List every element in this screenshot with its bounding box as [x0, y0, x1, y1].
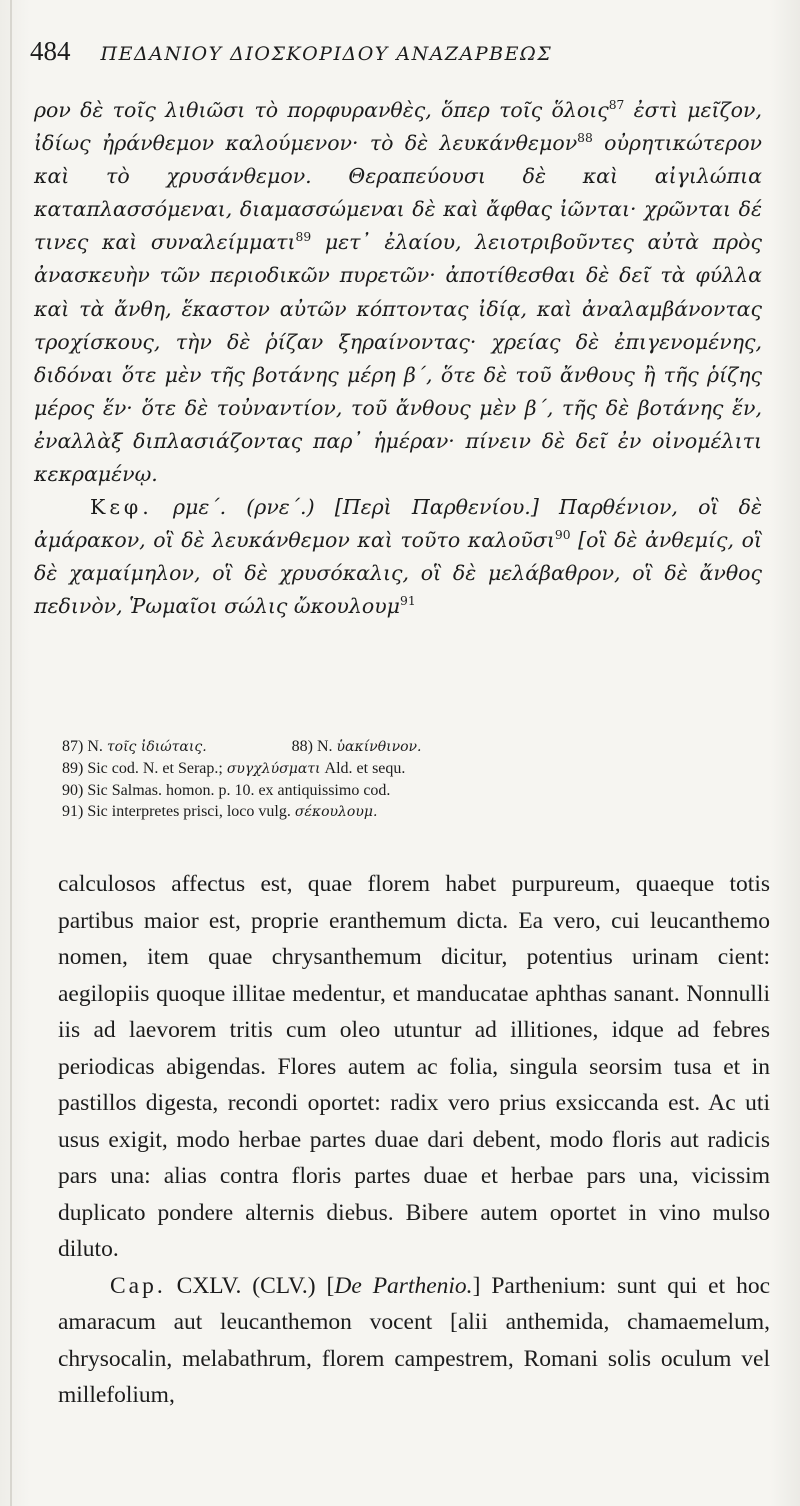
footnote-greek: τοῖς ἰδιώταις.	[106, 739, 207, 755]
footnote-number: 91)	[62, 803, 84, 820]
greek-paragraph-1	[34, 94, 762, 491]
latin-paragraph-1: calculosos affectus est, quae florem habet purpureum, quaeque totis partibus maior est, proprie eranthemum dicta. Ea vero, cui leucanthemo nomen, item quae chrysanthemum dicitur, potentius urinam cient: aegilopiis quoque illitae medentur, et manducatae aphthas sanant. Nonnulli iis ad laevorem tritis cum oleo utuntur ad illitiones, idque ad febres periodicas abigendas. Flores autem ac folia, singula seorsim tusa et in pastillos digesta, recondi oportet: radix vero prius exsiccanda est. Ac uti usus exigit, modo herbae partes duae dari debent, modo floris aut radicis pars una: alias contra floris partes duae et herbae pars una, vicissim duplicato pondere alternis diebus. Bibere autem oportet in vino mulso diluto.	[58, 871, 770, 1262]
greek-text-run: [οἳ δὲ ἀνθεμίς, οἳ δὲ χαμαίμηλον, οἳ δὲ χρυσόκαλις, οἳ δὲ μελάβαθρον, οἳ δὲ ἄνθος πεδινὸν, Ῥωμαῖοι σώλις ὤκουλουμ	[34, 528, 762, 619]
page-gutter	[10, 0, 12, 1506]
chapter-label: Cap.	[110, 1272, 166, 1299]
footnote-text: Sic interpretes prisci, loco vulg.	[83, 803, 295, 820]
footnote-text: Sic cod. N. et Serap.;	[83, 760, 227, 777]
footnote-row	[62, 736, 762, 758]
greek-text-run: ἐστὶ μεῖζον, ἰδίως ἠράνθεμον καλούμενον· τὸ δὲ λευκάνθεμον	[34, 98, 762, 156]
footnote-ref-87: 87	[608, 98, 625, 113]
footnote-text: Ald. et sequ.	[320, 760, 406, 777]
latin-text-run: ] Parthenium: sunt qui et hoc amaracum aut leucanthemon vocent [alii anthemida, chamaemelum, chrysocalin, melabathrum, florem campestrem, Romani solis oculum vel millefolium,	[58, 1272, 771, 1408]
footnote-number: 87)	[62, 738, 84, 755]
latin-text-run: CXLV. (CLV.) [	[165, 1272, 335, 1299]
footnote-spacer	[207, 736, 292, 758]
greek-text-run: οὐρητικώτερον καὶ τὸ χρυσάνθεμον. Θεραπεύουσι δὲ καὶ αἰγιλώπια καταπλασσόμεναι, διαμασσώμεναι δὲ καὶ ἄφθας ἰῶνται· χρῶνται δέ τινες καὶ συναλείμματι	[34, 131, 762, 255]
footnote-ref-89: 89	[295, 230, 312, 245]
footnote-91	[62, 801, 762, 823]
footnote-ref-91: 91	[400, 594, 416, 609]
chapter-label: Κεφ.	[90, 495, 153, 520]
footnote-ref-90: 90	[554, 528, 571, 543]
footnote-greek: ὑακίνθινον.	[336, 739, 422, 755]
latin-text	[58, 866, 770, 1414]
greek-text-run: μετ᾽ ἐλαίου, λειοτριβοῦντες αὐτὰ πρὸς ἀνασκευὴν τῶν περιοδικῶν πυρετῶν· ἀποτίθεσθαι δὲ δεῖ τὰ φύλλα καὶ τὰ ἄνθη, ἕκαστον αὐτῶν κόπτοντας ἰδίᾳ, καὶ ἀναλαμβάνοντας τροχίσκους, τὴν δὲ ῥίζαν ξηραίνοντας· χρείας δὲ ἐπιγενομένης, διδόναι ὅτε μὲν τῆς βοτάνης μέρη β΄, ὅτε δὲ τοῦ ἄνθους ἢ τῆς ῥίζης μέρος ἕν· ὅτε δὲ τοὐναντίον, τοῦ ἄνθους μὲν β΄, τῆς δὲ βοτάνης ἕν, ἐναλλὰξ διπλασιάζοντας παρ᾽ ἡμέραν· πίνειν δὲ δεῖ ἐν οἰνομέλιτι κεκραμένῳ.	[34, 230, 762, 487]
greek-text	[34, 94, 762, 624]
running-title: ΠΕΔΑΝΙΟΥ ΔΙΟΣΚΟΡΙΔΟΥ ΑΝΑΖΑΡΒΕΩΣ	[100, 43, 553, 65]
footnote-greek: συγχλύσματι	[226, 761, 321, 777]
footnote-text: N.	[83, 738, 107, 755]
chapter-title: De Parthenio.	[334, 1272, 473, 1299]
footnote-90	[62, 780, 762, 801]
page-number: 484	[30, 36, 71, 66]
footnote-number: 90)	[62, 782, 84, 799]
greek-paragraph-2	[34, 491, 762, 623]
footnote-ref-88: 88	[577, 131, 593, 146]
footnote-number: 88)	[291, 738, 313, 755]
footnote-87	[62, 736, 207, 758]
footnote-number: 89)	[62, 760, 84, 777]
footnote-88	[292, 736, 422, 758]
greek-text-run: ρον δὲ τοῖς λιθιῶσι τὸ πορφυρανθὲς, ὅπερ τοῖς ὅλοις	[34, 98, 609, 122]
footnote-greek: σέκουλουμ.	[294, 804, 378, 820]
footnote-89	[62, 758, 762, 780]
footnote-text: N.	[312, 738, 337, 755]
page-header	[30, 36, 770, 76]
footnote-text: Sic Salmas. homon. p. 10. ex antiquissimo cod.	[83, 782, 391, 799]
greek-text-run: ρμε΄. (ρνε΄.) [Περὶ Παρθενίου.] Παρθένιον, οἳ δὲ ἀμάρακον, οἳ δὲ λευκάνθεμον καὶ τοῦτο καλοῦσι	[34, 495, 762, 553]
latin-paragraph-2	[58, 1268, 770, 1414]
footnotes	[62, 736, 762, 823]
